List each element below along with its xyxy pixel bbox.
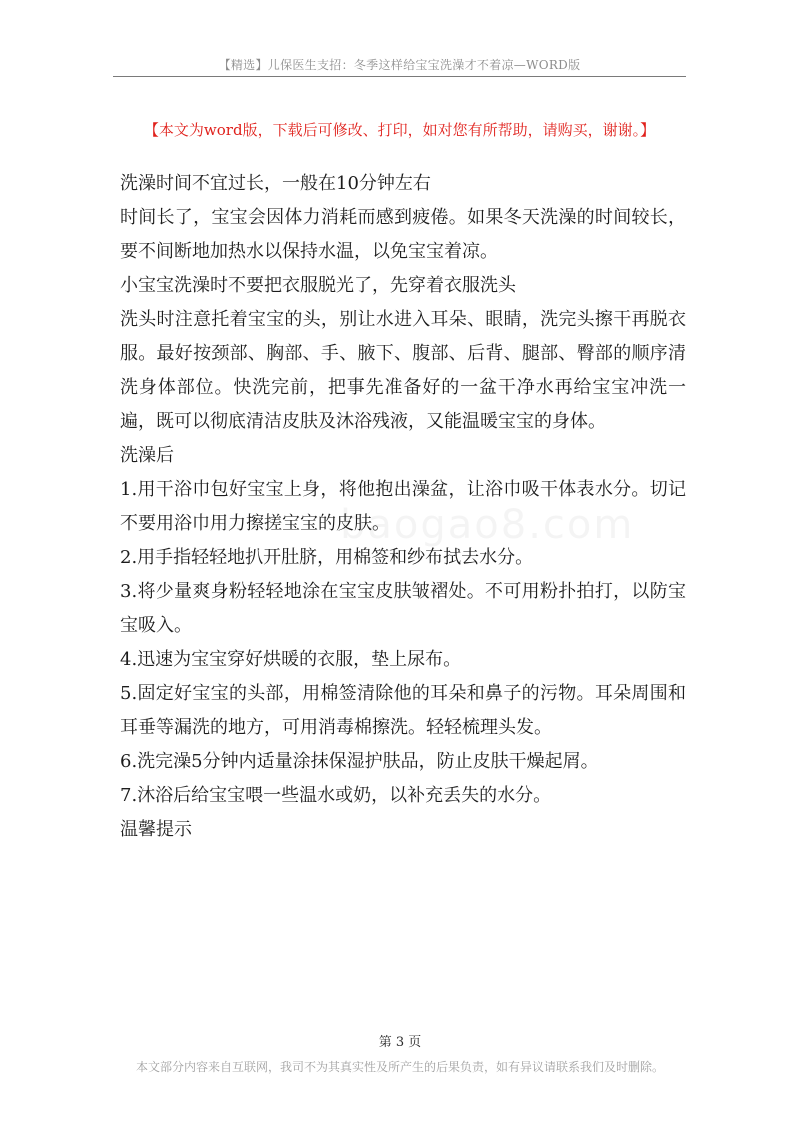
list-item-step-2: 2.用手指轻轻地扒开肚脐，用棉签和纱布拭去水分。 <box>120 547 534 568</box>
download-notice: 【本文为word版，下载后可修改、打印，如对您有所帮助，请购买，谢谢。】 <box>143 121 656 139</box>
page-header-title: 【精选】儿保医生支招：冬季这样给宝宝洗澡才不着凉—WORD版 <box>218 58 581 72</box>
paragraph-wash-hair: 洗头时注意托着宝宝的头，别让水进入耳朵、眼睛，洗完头擦干再脱衣服。最好按颈部、胸部、手、腋下、腹部、后背、腿部、臀部的顺序清洗身体部位。快洗完前，把事先准备好的一盆干净水再给宝宝冲洗一遍，既可以彻底清洁皮肤及沐浴残液，又能温暖宝宝的身体。 <box>120 309 686 432</box>
section-heading-tips: 温馨提示 <box>120 819 192 840</box>
list-item-step-4: 4.迅速为宝宝穿好烘暖的衣服，垫上尿布。 <box>120 649 462 670</box>
section-heading-bath-duration: 洗澡时间不宜过长，一般在10分钟左右 <box>120 173 431 194</box>
list-item-step-1: 1.用干浴巾包好宝宝上身，将他抱出澡盆，让浴巾吸干体表水分。切记不要用浴巾用力擦搓宝宝的皮肤。 <box>120 479 686 534</box>
header-divider <box>113 76 686 77</box>
section-heading-wash-hair: 小宝宝洗澡时不要把衣服脱光了，先穿着衣服洗头 <box>120 275 516 296</box>
list-item-step-6: 6.洗完澡5分钟内适量涂抹保湿护肤品，防止皮肤干燥起屑。 <box>120 751 599 772</box>
list-item-step-3: 3.将少量爽身粉轻轻地涂在宝宝皮肤皱褶处。不可用粉扑拍打，以防宝宝吸入。 <box>120 581 686 636</box>
footer-disclaimer: 本文部分内容来自互联网，我司不为其真实性及所产生的后果负责，如有异议请联系我们及时删除。 <box>135 1060 664 1074</box>
list-item-step-5: 5.固定好宝宝的头部，用棉签清除他的耳朵和鼻子的污物。耳朵周围和耳垂等漏洗的地方，可用消毒棉擦洗。轻轻梳理头发。 <box>120 683 686 738</box>
list-item-step-7: 7.沐浴后给宝宝喂一些温水或奶，以补充丢失的水分。 <box>120 785 552 806</box>
section-heading-after-bath: 洗澡后 <box>120 445 174 466</box>
body-content <box>120 167 686 847</box>
paragraph-bath-duration: 时间长了，宝宝会因体力消耗而感到疲倦。如果冬天洗澡的时间较长，要不间断地加热水以保持水温，以免宝宝着凉。 <box>120 207 686 262</box>
page-number: 第 3 页 <box>378 1035 422 1050</box>
